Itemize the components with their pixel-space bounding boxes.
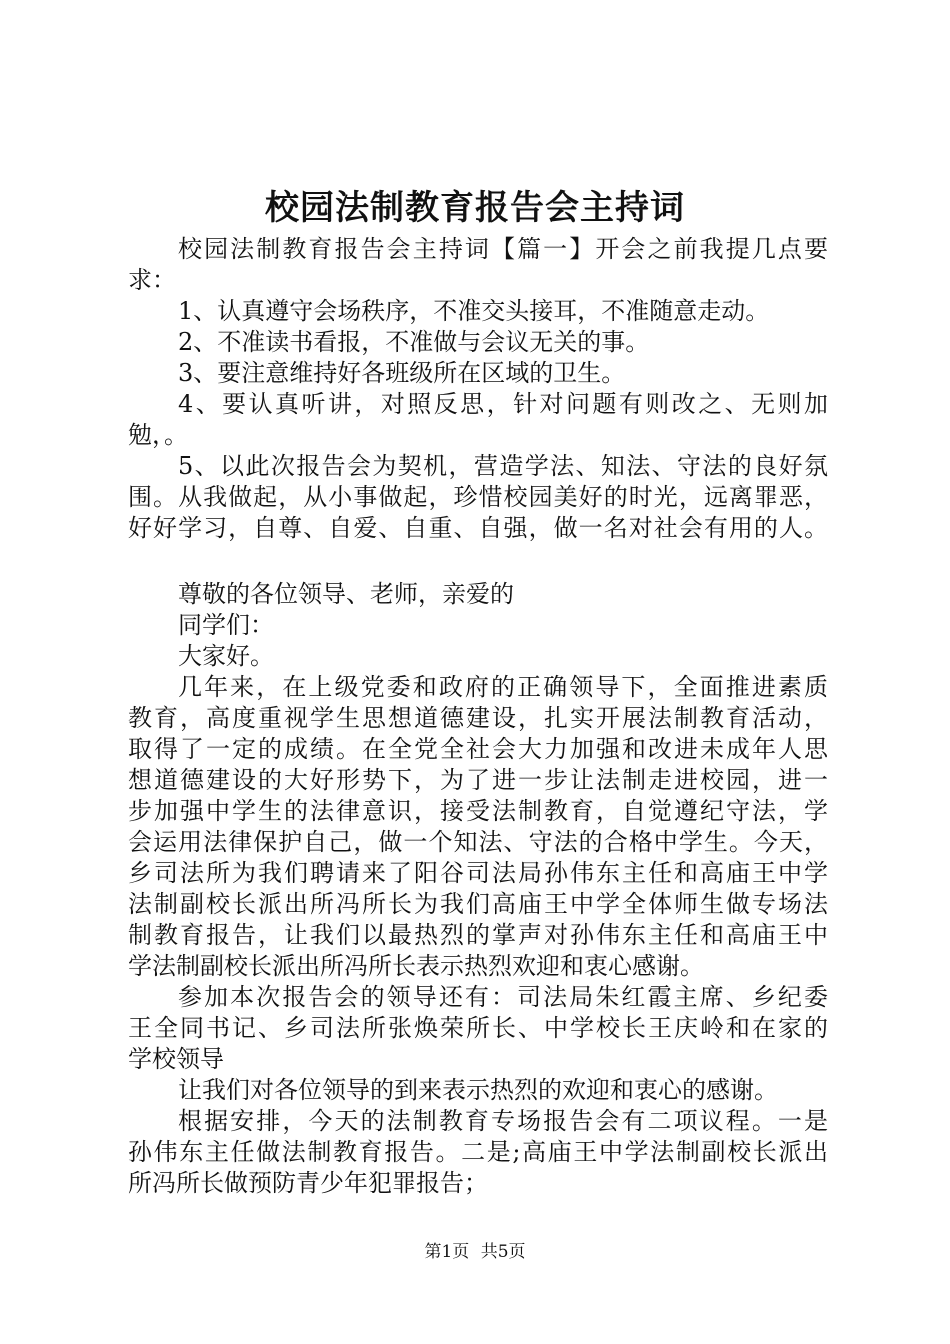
- page-footer: [0, 1240, 950, 1264]
- body-line: 想道德建设的大好形势下，为了进一步让法制走进校园，进一: [128, 766, 828, 794]
- body-line: 步加强中学生的法律意识，接受法制教育，自觉遵纪守法，学: [128, 797, 828, 825]
- body-line: 好好学习，自尊、自爱、自重、自强，做一名对社会有用的人。: [128, 514, 828, 542]
- body-line: 4、要认真听讲，对照反思，针对问题有则改之、无则加: [178, 390, 828, 418]
- body-line: 孙伟东主任做法制教育报告。二是;高庙王中学法制副校长派出: [128, 1138, 828, 1166]
- paragraph-gap: [128, 544, 828, 579]
- body-line: 乡司法所为我们聘请来了阳谷司法局孙伟东主任和高庙王中学: [128, 859, 828, 887]
- body-line: 取得了一定的成绩。在全党全社会大力加强和改进未成年人思: [128, 735, 828, 763]
- body-line: 5、以此次报告会为契机，营造学法、知法、守法的良好氛: [178, 452, 828, 480]
- body-line: 所冯所长做预防青少年犯罪报告；: [128, 1169, 488, 1197]
- body-line: 王全同书记、乡司法所张焕荣所长、中学校长王庆岭和在家的: [128, 1014, 828, 1042]
- body-line: 大家好。: [178, 642, 274, 670]
- body-line: 几年来，在上级党委和政府的正确领导下，全面推进素质: [178, 673, 828, 701]
- body-line: 法制副校长派出所冯所长为我们高庙王中学全体师生做专场法: [128, 890, 828, 918]
- page-total: 共5页: [480, 1242, 526, 1262]
- body-line: 3、要注意维持好各班级所在区域的卫生。: [178, 359, 626, 387]
- body-line: 制教育报告，让我们以最热烈的掌声对孙伟东主任和高庙王中: [128, 921, 828, 949]
- body-line: 围。从我做起，从小事做起，珍惜校园美好的时光，远离罪恶，: [128, 483, 828, 511]
- document-body: [128, 234, 828, 1199]
- body-line: 教育，高度重视学生思想道德建设，扎实开展法制教育活动，: [128, 704, 828, 732]
- body-line: 2、不准读书看报，不准做与会议无关的事。: [178, 328, 650, 356]
- body-line: 校园法制教育报告会主持词【篇一】开会之前我提几点要: [178, 235, 828, 263]
- body-line: 参加本次报告会的领导还有：司法局朱红霞主席、乡纪委: [178, 983, 828, 1011]
- body-line: 学校领导: [128, 1045, 224, 1073]
- body-line: 让我们对各位领导的到来表示热烈的欢迎和衷心的感谢。: [178, 1076, 778, 1104]
- body-line: 根据安排，今天的法制教育专场报告会有二项议程。一是: [178, 1107, 828, 1135]
- document-title: 校园法制教育报告会主持词: [265, 188, 685, 228]
- body-line: 勉，。: [128, 421, 188, 449]
- body-line: 学法制副校长派出所冯所长表示热烈欢迎和衷心感谢。: [128, 952, 704, 980]
- body-line: 尊敬的各位领导、老师，亲爱的: [178, 580, 514, 608]
- body-line: 1、认真遵守会场秩序，不准交头接耳，不准随意走动。: [178, 297, 770, 325]
- body-line: 同学们：: [178, 611, 274, 639]
- page-number: 第1页: [424, 1242, 470, 1262]
- body-line: 求：: [128, 266, 176, 294]
- body-line: 会运用法律保护自己，做一个知法、守法的合格中学生。今天，: [128, 828, 828, 856]
